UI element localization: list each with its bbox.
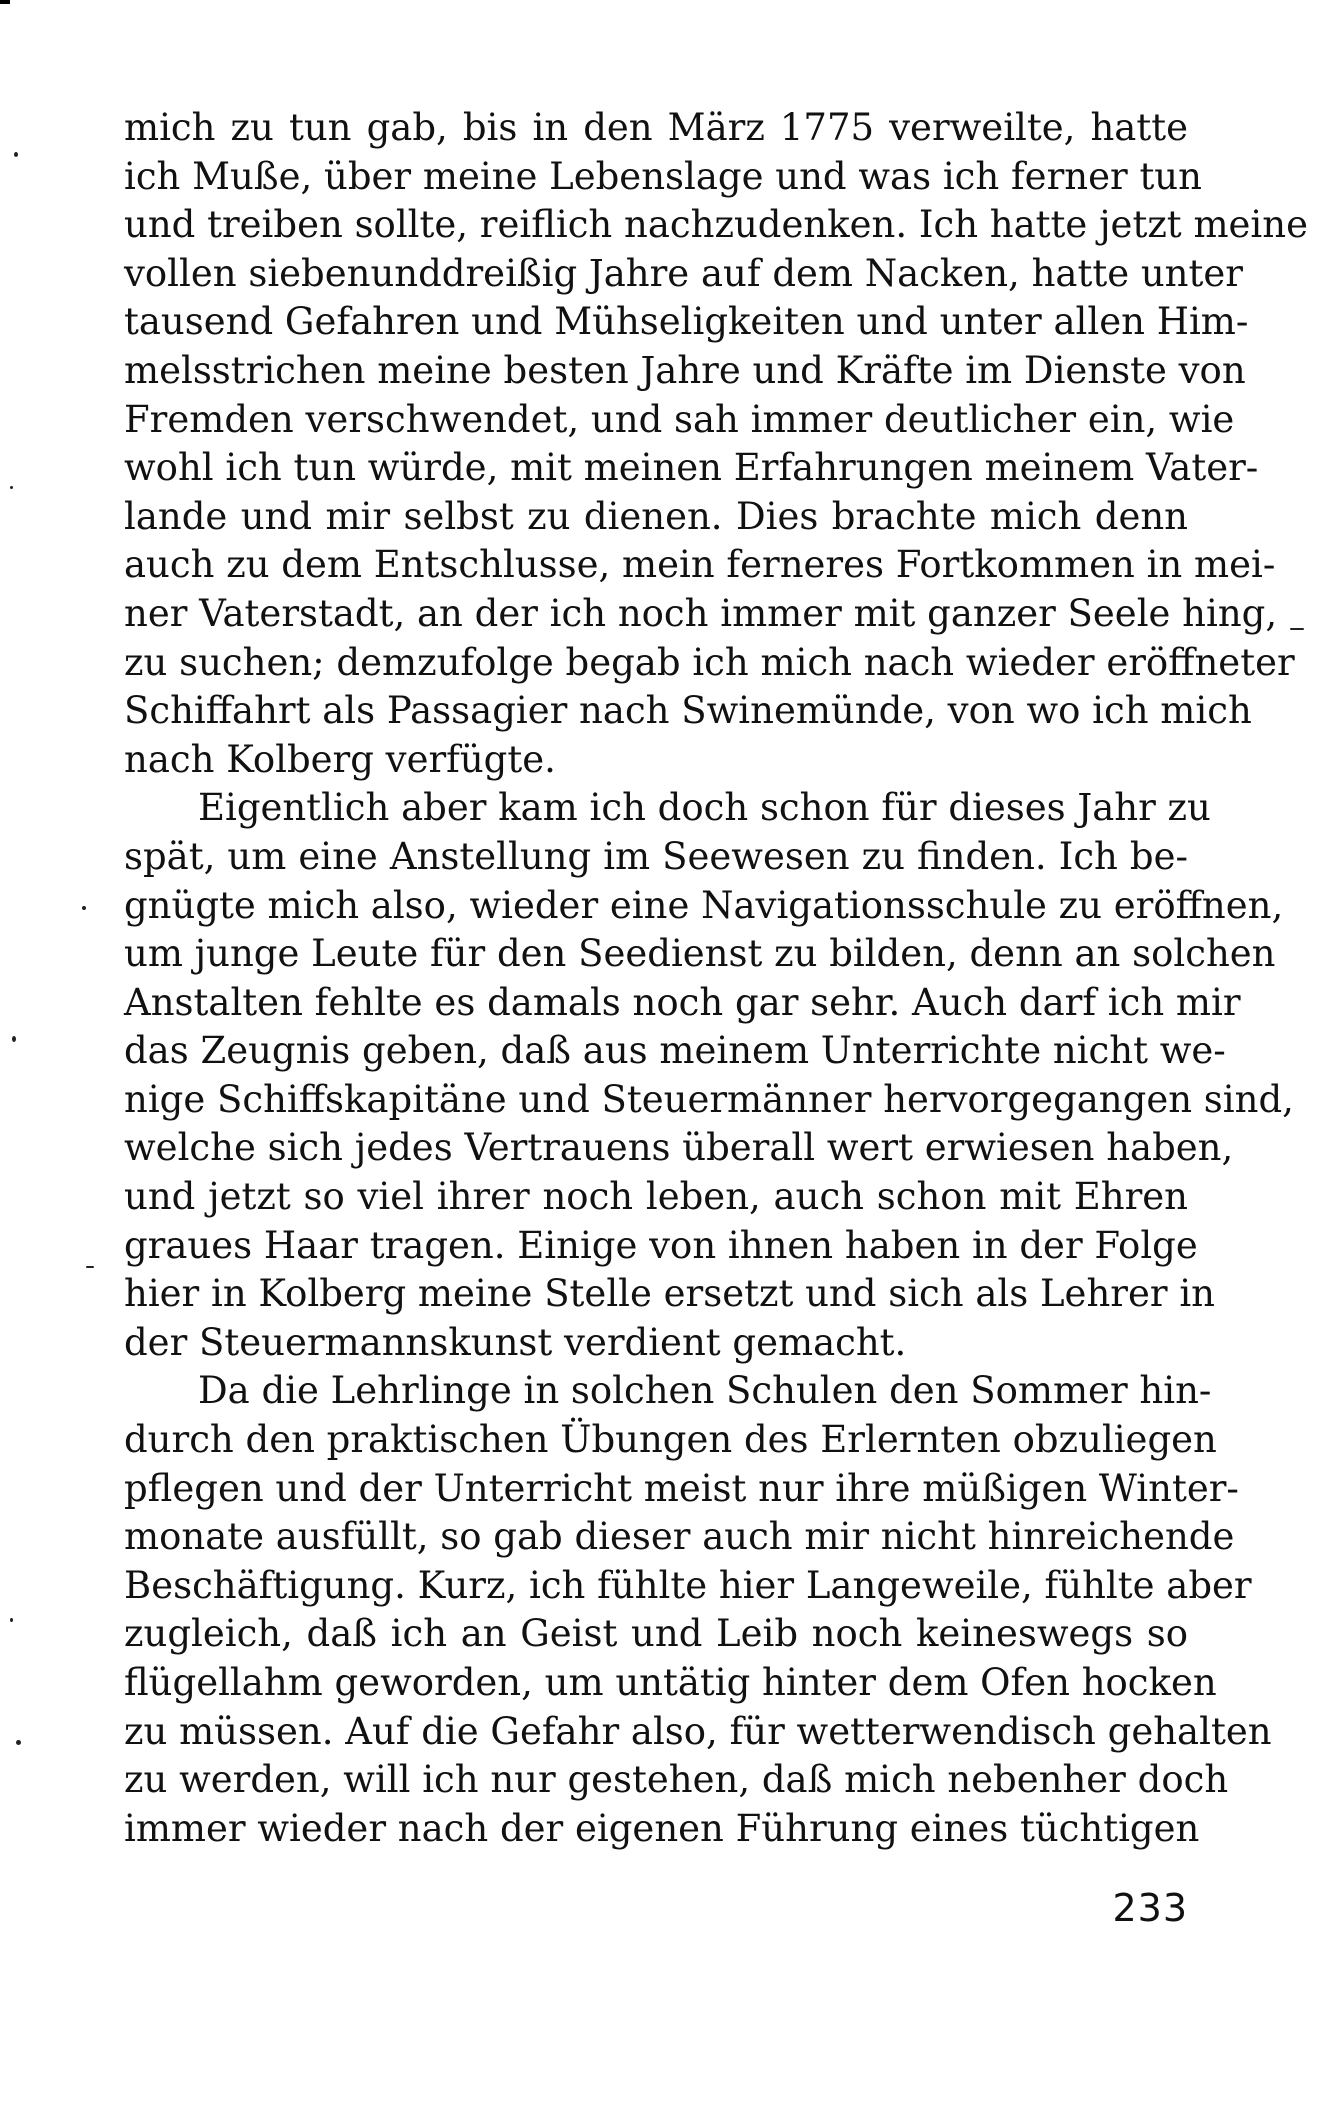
text-line: ner Vaterstadt, an der ich noch immer mit ganzer Seele hing, — [124, 591, 1278, 635]
text-line: tausend Gefahren und Mühseligkeiten und unter allen Him- — [124, 300, 1249, 344]
text-line: melsstrichen meine besten Jahre und Kräfte im Dienste von — [124, 348, 1246, 392]
paragraph-last-line: der Steuermannskunst verdient gemacht. — [124, 1320, 907, 1364]
text-line: mich zu tun gab, bis in den März 1775 verweilte, hatte — [124, 106, 1188, 149]
text-line: ich Muße, über meine Lebenslage und was ich ferner tun — [124, 154, 1202, 198]
text-line: monate ausfüllt, so gab dieser auch mir nicht hinreichende — [124, 1515, 1235, 1559]
scan-speck — [10, 486, 13, 489]
text-line: gnügte mich also, wieder eine Navigationsschule zu eröffnen, — [124, 883, 1284, 927]
text-line: auch zu dem Entschlusse, mein ferneres Fortkommen in mei- — [124, 543, 1276, 587]
scan-speck — [1290, 628, 1304, 630]
page-number: 233 — [1112, 1886, 1188, 1930]
scan-speck — [82, 906, 86, 910]
text-line: und treiben sollte, reiflich nachzudenken. Ich hatte jetzt meine — [124, 203, 1308, 247]
scan-speck — [14, 152, 18, 157]
text-line: spät, um eine Anstellung im Seewesen zu finden. Ich be- — [124, 834, 1188, 878]
body-text — [124, 104, 1308, 1853]
text-line: um junge Leute für den Seedienst zu bilden, denn an solchen — [124, 932, 1276, 976]
paragraph-first-line: Da die Lehrlinge in solchen Schulen den Sommer hin- — [198, 1369, 1212, 1413]
text-line: Fremden verschwendet, und sah immer deutlicher ein, wie — [124, 397, 1235, 441]
scan-speck — [12, 1036, 16, 1042]
text-line: lande und mir selbst zu dienen. Dies brachte mich denn — [124, 494, 1188, 538]
text-line: zugleich, daß ich an Geist und Leib noch keineswegs so — [124, 1612, 1188, 1656]
scan-speck — [16, 1740, 21, 1745]
text-line: nige Schiffskapitäne und Steuermänner hervorgegangen sind, — [124, 1077, 1294, 1121]
text-line: und jetzt so viel ihrer noch leben, auch schon mit Ehren — [124, 1175, 1188, 1219]
text-line: Beschäftigung. Kurz, ich fühlte hier Langeweile, fühlte aber — [124, 1563, 1252, 1607]
text-line: das Zeugnis geben, daß aus meinem Unterrichte nicht we- — [124, 1029, 1226, 1073]
paragraph-last-line: nach Kolberg verfügte. — [124, 737, 556, 781]
text-line: durch den praktischen Übungen des Erlernten obzuliegen — [124, 1418, 1217, 1462]
text-line: zu müssen. Auf die Gefahr also, für wetterwendisch gehalten — [124, 1709, 1272, 1753]
text-line: Anstalten fehlte es damals noch gar sehr. Auch darf ich mir — [124, 980, 1241, 1024]
text-line: Schiffahrt als Passagier nach Swinemünde, von wo ich mich — [124, 689, 1252, 733]
text-line: flügellahm geworden, um untätig hinter dem Ofen hocken — [124, 1661, 1217, 1704]
text-line: wohl ich tun würde, mit meinen Erfahrungen meinem Vater- — [124, 446, 1259, 490]
text-line: welche sich jedes Vertrauens überall wert erwiesen haben, — [124, 1126, 1234, 1170]
text-line: hier in Kolberg meine Stelle ersetzt und sich als Lehrer in — [124, 1272, 1215, 1316]
text-line: pflegen und der Unterricht meist nur ihre müßigen Winter- — [124, 1466, 1239, 1510]
scan-corner-mark — [0, 0, 10, 4]
text-line: vollen siebenunddreißig Jahre auf dem Nacken, hatte unter — [124, 251, 1243, 295]
scan-speck — [10, 1618, 13, 1622]
text-line: zu werden, will ich nur gestehen, daß mich nebenher doch — [124, 1758, 1229, 1802]
text-line: zu suchen; demzufolge begab ich mich nach wieder eröffneter — [124, 640, 1295, 684]
paragraph-first-line: Eigentlich aber kam ich doch schon für dieses Jahr zu — [198, 786, 1211, 830]
text-line: immer wieder nach der eigenen Führung eines tüchtigen — [124, 1806, 1200, 1850]
text-line: graues Haar tragen. Einige von ihnen haben in der Folge — [124, 1223, 1198, 1267]
scan-speck — [86, 1266, 94, 1268]
